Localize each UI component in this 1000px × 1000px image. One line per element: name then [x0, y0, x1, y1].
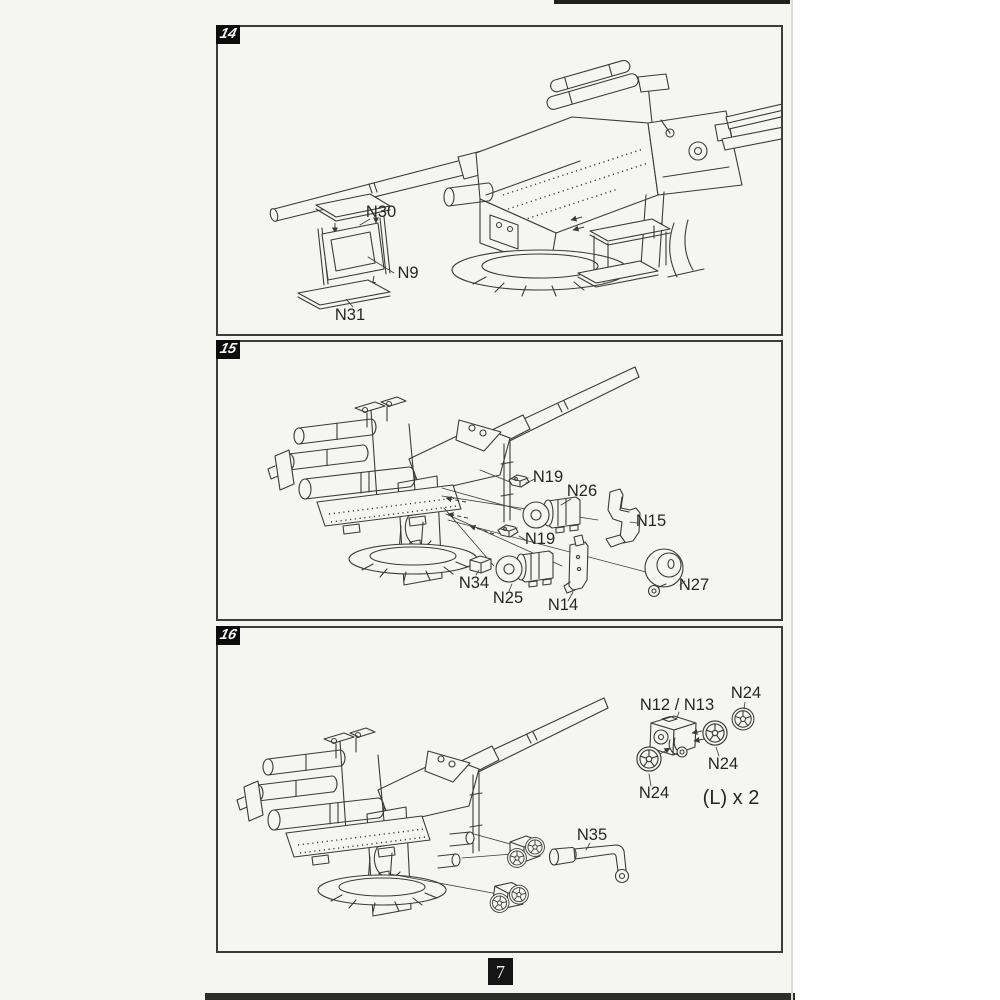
part-label-n12-n13: N12 / N13	[639, 696, 715, 714]
step-15-panel	[216, 340, 783, 621]
step14-seat-frame-drawing	[578, 219, 670, 287]
scan-edge-right	[791, 0, 793, 1000]
step-15-illustration	[218, 342, 781, 619]
scan-edge-top	[554, 0, 790, 4]
step-16-number: 16	[217, 627, 239, 644]
scan-edge-bottom	[205, 993, 795, 1000]
part-label-n26: N26	[566, 482, 598, 500]
step-14-illustration	[218, 27, 781, 334]
step16-crank-drawing	[550, 845, 629, 883]
part-label-n9: N9	[397, 264, 419, 282]
page-number-badge	[488, 958, 513, 985]
step-14-panel	[216, 25, 783, 336]
step16-wheel-cluster-lower	[489, 880, 530, 916]
step16-wheel-cluster-upper	[508, 836, 545, 867]
page-number: 7	[496, 961, 505, 982]
step-15-number: 15	[217, 341, 239, 358]
part-label-n24-top: N24	[730, 684, 762, 702]
part-label-n25: N25	[492, 589, 524, 607]
part-label-n19b: N19	[524, 530, 556, 548]
step16-gun-drawing	[237, 698, 608, 916]
part-label-n15: N15	[635, 512, 667, 530]
step-16-panel	[216, 626, 783, 953]
part-label-n35: N35	[576, 826, 608, 844]
part-label-n30: N30	[365, 203, 397, 221]
part-label-n24-bottom: N24	[638, 784, 670, 802]
step-15-badge	[216, 340, 240, 359]
step-14-badge	[216, 25, 240, 44]
step-14-number: 14	[217, 26, 239, 43]
part-label-n34: N34	[458, 574, 490, 592]
part-label-n31: N31	[334, 306, 366, 324]
part-label-n19a: N19	[532, 468, 564, 486]
step-16-illustration	[218, 628, 781, 951]
part-label-n27: N27	[678, 576, 710, 594]
part-label-n24-mid: N24	[707, 755, 739, 773]
part-label-n14: N14	[547, 596, 579, 614]
quantity-note: (L) x 2	[702, 787, 760, 809]
step-16-badge	[216, 626, 240, 645]
